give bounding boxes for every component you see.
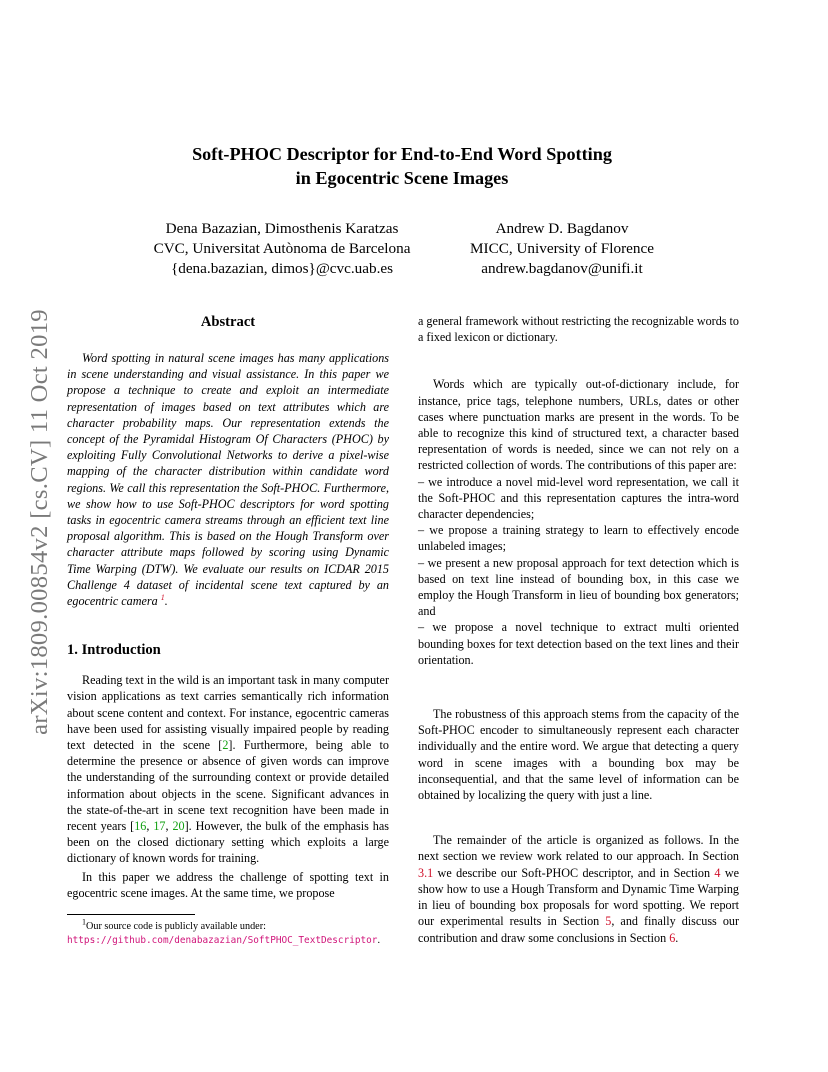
- source-code-link[interactable]: https://github.com/denabazazian/SoftPHOC_TextDescriptor: [67, 934, 378, 946]
- left-column: [67, 313, 389, 947]
- citation-link[interactable]: 2: [222, 738, 229, 753]
- section-heading-introduction: 1. Introduction: [67, 642, 161, 659]
- contribution-item: – we propose a training strategy to learn to effectively encode unlabeled images;: [418, 523, 739, 554]
- section-link[interactable]: 5: [605, 914, 612, 929]
- section-link[interactable]: 6: [669, 930, 676, 945]
- robustness-paragraph: The robustness of this approach stems from the capacity of the Soft-PHOC encoder to simultaneously represent each character individually and the entire word. We argue that detecting a query word in scene images with a bounding box may be inconsequential, and that the same level of information can be obtained by localizing the query with just a line.: [418, 707, 739, 803]
- author-block-1: [126, 219, 438, 279]
- intro-paragraph-1: Reading text in the wild is an important task in many computer vision applications as text carries semantically rich information about scene content and context. For instance, egocentric cameras have been used for assisting visually impaired people by reading text detected in the scene [2]. Furthermore, being able to determine the presence or absence of given words can improve the understanding of the surrounding context or provide detailed information about objects in the scene. Significant advances in the state-of-the-art in scene text recognition have been made in recent years [16, 17, 20]. However, the bulk of the emphasis has been on the closed dictionary setting which exploits a large dictionary of known words for training.: [67, 673, 389, 866]
- paper-title: [100, 142, 704, 190]
- author-email: {dena.bazazian, dimos}@cvc.uab.es: [170, 260, 394, 277]
- arxiv-stamp-text: arXiv:1809.00854v2 [cs.CV] 11 Oct 2019: [26, 309, 54, 735]
- right-column: [418, 313, 739, 946]
- footnote-mark: 1: [82, 917, 86, 927]
- abstract-heading: Abstract: [200, 314, 256, 330]
- author-affiliation: CVC, Universitat Autònoma de Barcelona: [153, 240, 411, 257]
- section-link[interactable]: 4: [714, 865, 721, 880]
- footnote: $^1$Our source code is publicly available under: https://github.com/denabazazian/SoftPHOC_TextDescriptor.: [67, 917, 380, 946]
- title-line: in Egocentric Scene Images: [295, 168, 509, 188]
- citation-link[interactable]: 20: [172, 819, 185, 834]
- section-link[interactable]: 3.1: [418, 865, 434, 880]
- title-line: Soft-PHOC Descriptor for End-to-End Word Spotting: [192, 144, 612, 164]
- words-paragraph: Words which are typically out-of-dictionary include, for instance, price tags, telephone numbers, URLs, dates or other cases where punctuation marks are present in the words. To be able to recognize this kind of structured text, a character based representation of words is needed, since we can not rely on a restricted collection of words. The contributions of this paper are:: [418, 377, 739, 473]
- contribution-item: – we propose a novel technique to extract multi oriented bounding boxes for text detection based on the text lines and their orientation.: [418, 620, 739, 667]
- arxiv-stamp: [18, 287, 62, 757]
- author-email: andrew.bagdanov@unifi.it: [481, 260, 643, 277]
- author-block-2: [446, 219, 678, 279]
- remainder-paragraph: The remainder of the article is organized as follows. In the next section we review work related to our approach. In Section 3.1 we describe our Soft-PHOC descriptor, and in Section 4 we show how to use a Hough Transform and Dynamic Time Warping in lieu of bounding box proposals for word spotting. We report our experimental results in Section 5, and finally discuss our contribution and draw some conclusions in Section 6.: [418, 833, 740, 945]
- citation-link[interactable]: 17: [153, 819, 166, 834]
- citation-link[interactable]: 16: [134, 819, 147, 834]
- abstract-text: Word spotting in natural scene images has many applications in scene understanding and visual assistance. In this paper we propose a technique to create and exploit an intermediate representation of images based on text attributes which are character probability maps. Our representation extends the concept of the Pyramidal Histogram Of Characters (PHOC) by exploiting Fully Convolutional Networks to derive a pixel-wise mapping of the character distribution within candidate word regions. We call this representation the Soft-PHOC. Furthermore, we show how to use Soft-PHOC descriptors for word spotting tasks in egocentric camera streams through an efficient text line proposal algorithm. This is based on the Hough Transform over character attribute maps followed by scoring using Dynamic Time Warping (DTW). We evaluate our results on ICDAR 2015 Challenge 4 dataset of incidental scene text captured by an egocentric camera $^1$.: [67, 351, 389, 609]
- contribution-item: – we present a new proposal approach for text detection which is based on text line instead of bounding box, in this case we employ the Hough Transform in lieu of bounding box generators; and: [418, 555, 739, 619]
- intro-paragraph-2: In this paper we address the challenge of spotting text in egocentric scene images. At the same time, we propose: [67, 869, 389, 900]
- author-names: Andrew D. Bagdanov: [495, 220, 629, 237]
- author-names: Dena Bazazian, Dimosthenis Karatzas: [165, 220, 399, 237]
- footnote-ref[interactable]: 1: [160, 593, 165, 602]
- contribution-item: – we introduce a novel mid-level word representation, we call it the Soft-PHOC and this representation captures the intra-word character dependencies;: [418, 474, 739, 522]
- author-affiliation: MICC, University of Florence: [470, 240, 654, 257]
- continued-paragraph: a general framework without restricting the recognizable words to a fixed lexicon or dictionary.: [418, 314, 739, 345]
- footnote-rule: [67, 914, 195, 915]
